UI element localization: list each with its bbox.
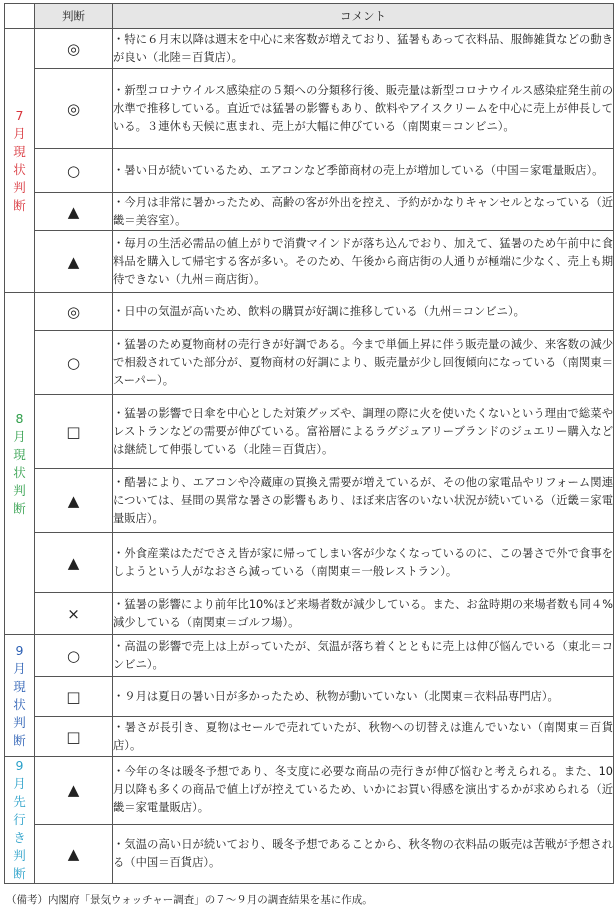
judgment-mark: ◎ [35,293,113,331]
table-row [5,149,614,193]
table-row [5,469,614,533]
table-row [5,593,614,635]
comment-cell: ・今月は非常に暑かったため、高齢の客が外出を控え、予約がかなりキャンセルとなっている（近畿＝美容室）。 [113,193,614,231]
judgment-mark: × [35,593,113,635]
judgment-mark: ○ [35,149,113,193]
judgment-mark: □ [35,677,113,717]
judgment-mark: □ [35,717,113,757]
group-label-august: 8月現状判断 [5,293,35,635]
judgment-mark: ▲ [35,231,113,293]
comment-cell: ・暑い日が続いているため、エアコンなど季節商材の売上が増加している（中国＝家電量販店）。 [113,149,614,193]
comment-cell: ・９月は夏日の暑い日が多かったため、秋物が動いていない（北関東＝衣料品専門店）。 [113,677,614,717]
comment-cell: ・特に６月末以降は週末を中心に来客数が増えており、猛暑もあって衣料品、服飾雑貨などの動きが良い（北陸＝百貨店）。 [113,29,614,69]
comment-cell: ・猛暑のため夏物商材の売行きが好調である。今まで単価上昇に伴う販売量の減少、来客数の減少で相殺されていた部分が、夏物商材の好調により、販売量が少し回復傾向になっている（南関東＝スーパー）。 [113,331,614,395]
comment-cell: ・外食産業はただでさえ皆が家に帰ってしまい客が少なくなっているのに、この暑さで外で食事をしようという人がなおさら減っている（南関東＝一般レストラン）。 [113,533,614,593]
table-row [5,69,614,149]
table-row [5,717,614,757]
table-row [5,29,614,69]
comment-cell: ・今年の冬は暖冬予想であり、冬支度に必要な商品の売行きが伸び悩むと考えられる。また、10月以降も多くの商品で値上げが控えているため、いかにお買い得感を演出するかが求められる（近畿＝家電量販店）。 [113,757,614,825]
table-row [5,231,614,293]
group-label-september: 9月現状判断 [5,635,35,757]
table-row [5,331,614,395]
table-row [5,395,614,469]
table-row [5,635,614,677]
comment-cell: ・気温の高い日が続いており、暖冬予想であることから、秋冬物の衣料品の販売は苦戦が予想される（中国＝百貨店）。 [113,824,614,883]
table-row [5,824,614,883]
judgment-mark: ◎ [35,29,113,69]
group-label-july: 7月現状判断 [5,29,35,293]
header-judgment: 判断 [35,4,113,29]
judgment-mark: ▲ [35,469,113,533]
comment-cell: ・日中の気温が高いため、飲料の購買が好調に推移している（九州＝コンビニ）。 [113,293,614,331]
table-row [5,757,614,825]
comment-cell: ・高温の影響で売上は上がっていたが、気温が落ち着くとともに売上は伸び悩んでいる（東北＝コンビニ）。 [113,635,614,677]
table-header-row [5,4,614,29]
comment-cell: ・猛暑の影響で日傘を中心とした対策グッズや、調理の際に火を使いたくないという理由で総菜やレストランなどの需要が伸びている。富裕層によるラグジュアリーブランドのジュエリー購入などは継続して伸張している（北陸＝百貨店）。 [113,395,614,469]
table-row [5,193,614,231]
judgment-mark: ▲ [35,193,113,231]
judgment-mark: ▲ [35,533,113,593]
survey-comment-table [4,3,614,884]
judgment-mark: ▲ [35,824,113,883]
source-note: （備考）内閣府「景気ウォッチャー調査」の７～９月の調査結果を基に作成。 [6,894,373,906]
comment-cell: ・猛暑の影響により前年比10%ほど来場者数が減少している。また、お盆時期の来場者数も同４%減少している（南関東＝ゴルフ場）。 [113,593,614,635]
table-row [5,293,614,331]
header-blank [5,4,35,29]
judgment-mark: ▲ [35,757,113,825]
judgment-mark: ◎ [35,69,113,149]
table-row [5,533,614,593]
header-comment: コメント [113,4,614,29]
comment-cell: ・毎月の生活必需品の値上がりで消費マインドが落ち込んでおり、加えて、猛暑のため午前中に食料品を購入して帰宅する客が多い。そのため、午後から商店街の人通りが極端に少なく、売上も期待できない（九州＝商店街）。 [113,231,614,293]
judgment-mark: ○ [35,331,113,395]
judgment-mark: □ [35,395,113,469]
judgment-mark: ○ [35,635,113,677]
comment-cell: ・新型コロナウイルス感染症の５類への分類移行後、販売量は新型コロナウイルス感染症発生前の水準で推移している。直近では猛暑の影響もあり、飲料やアイスクリームを中心に売上が伸長している。３連休も天候に恵まれ、売上が大幅に伸びている（南関東＝コンビニ）。 [113,69,614,149]
group-label-september-outlook: 9月先行き判断 [5,757,35,884]
table-row [5,677,614,717]
comment-cell: ・暑さが長引き、夏物はセールで売れていたが、秋物への切替えは進んでいない（南関東＝百貨店）。 [113,717,614,757]
comment-cell: ・酷暑により、エアコンや冷蔵庫の買換え需要が増えているが、その他の家電品やリフォーム関連については、昼間の異常な暑さの影響もあり、ほぼ来店客のいない状況が続いている（近畿＝家電量販店）。 [113,469,614,533]
